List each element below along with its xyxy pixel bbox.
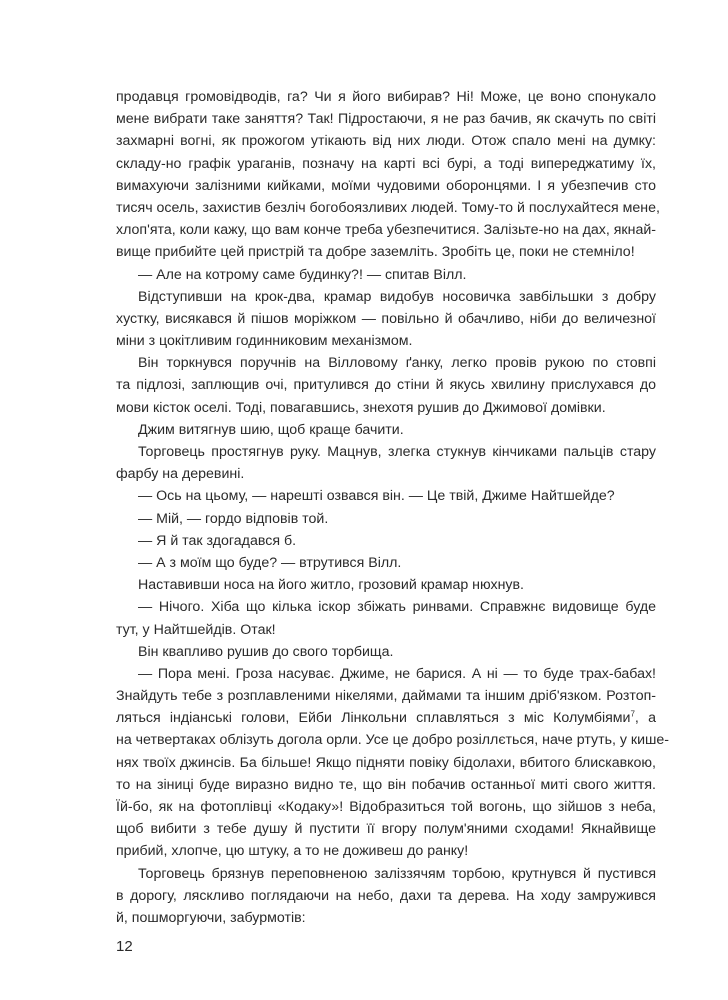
text-line	[116, 352, 656, 374]
text-line-content: — Але на котрому саме будинку?! — спитав Вілл.	[138, 266, 467, 283]
text-line	[116, 308, 656, 330]
text-line-content: вимахуючи залізними кийками, моїми чудовими оборонцями. І я убезпечив сто	[116, 177, 656, 194]
text-line	[116, 175, 656, 197]
text-line-content: Він торкнувся поручнів на Вілловому ґанку, легко провів рукою по стовпі	[138, 355, 656, 372]
text-line-content: — Нічого. Хіба що кілька іскор збіжать ринвами. Справжнє видовище буде	[138, 599, 656, 616]
text-line-content: — Ось на цьому, — нарешті озвався він. — Це твій, Джиме Найтшейде?	[138, 488, 615, 505]
text-line	[116, 796, 656, 818]
text-line	[116, 641, 656, 663]
text-line	[116, 818, 656, 840]
text-line	[116, 197, 660, 219]
text-line-content: тут, у Найтшейдів. Отак!	[116, 621, 276, 638]
text-line-content: прибий, хлопче, цю штуку, а то не доживеш до ранку!	[116, 843, 469, 860]
text-line-content: та підлозі, заплющив очі, притулився до стіни й якусь хвилину прислухався до	[116, 377, 656, 394]
text-line-content: Він квапливо рушив до свого торбища.	[138, 643, 394, 660]
text-line	[116, 374, 656, 396]
text-line	[116, 153, 656, 175]
text-line	[116, 86, 656, 108]
text-line-content: хлоп'ята, коли кажу, що вам конче треба убезпечитися. Залізьте-но на дах, якнай-	[116, 222, 656, 239]
text-line	[116, 508, 656, 530]
body-text	[116, 86, 670, 929]
text-line	[116, 574, 656, 596]
text-line-content: — Мій, — гордо відповів той.	[138, 510, 329, 527]
text-line-content: міни з цокітливим годинниковим механізмом.	[116, 333, 413, 350]
footnote-marker: 7	[630, 709, 635, 719]
text-line-content: мене вибрати таке заняття? Так! Підростаючи, я не раз бачив, як скачуть по світі	[116, 111, 656, 128]
text-line	[116, 752, 656, 774]
text-line	[116, 463, 656, 485]
text-line	[116, 885, 656, 907]
text-line	[116, 619, 656, 641]
text-line-content: складу-но графік ураганів, позначу на карті всі бурі, а тоді випереджатиму їх,	[116, 155, 656, 172]
text-line-content: ляться індіанські голови, Ейби Лінкольни сплавляться з міс Колумбіями	[116, 710, 631, 727]
text-line	[116, 596, 656, 618]
text-line	[116, 863, 656, 885]
text-line-content: на четвертаках облізуть догола орли. Усе це добро розіллється, наче ртуть, у кише-	[116, 732, 670, 749]
text-line-content: щоб вибити з тебе душу й пустити її вгору полум'яними сходами! Якнайвище	[116, 821, 656, 838]
text-line-content: продавця громовідводів, га? Чи я його вибирав? Ні! Може, це воно спонукало	[116, 89, 656, 105]
text-line-content: Торговець простягнув руку. Мацнув, злегка стукнув кінчиками пальців стару	[138, 444, 656, 460]
text-line-content: фарбу на деревині.	[116, 466, 245, 483]
text-line	[116, 485, 656, 507]
page-number: 12	[116, 938, 133, 955]
text-line	[116, 286, 656, 308]
text-line	[116, 729, 670, 751]
text-line-content: в дорогу, ляскливо поглядаючи на небо, дахи та дерева. На ходу замружився	[116, 887, 656, 904]
text-line-content: то на зіниці буде виразно видно те, що він побачив останньої миті свого життя.	[116, 776, 656, 793]
text-line	[116, 241, 656, 263]
text-line	[116, 419, 656, 441]
text-line	[116, 663, 656, 685]
text-line	[116, 530, 656, 552]
text-line	[116, 130, 656, 152]
text-line-content: Їй-бо, як на фотоплівці «Кодаку»! Відобразиться той вогонь, що зійшов з неба,	[116, 799, 656, 815]
text-line	[116, 441, 656, 463]
text-line	[116, 707, 656, 729]
text-line-content: захмарні вогні, як прожогом утікають від них люди. Отож спало мені на думку:	[116, 133, 656, 150]
text-line	[116, 774, 656, 796]
text-line-content: Відступивши на крок-два, крамар видобув носовичка завбільшки з добру	[138, 288, 656, 305]
text-line-content: Торговець брязнув переповненою заліззячям торбою, крутнувся й пустився	[138, 865, 656, 882]
text-line-content: — А з моїм що буде? — втрутився Вілл.	[138, 554, 402, 571]
text-line-content: тисяч осель, захистив безліч богобоязливих людей. Тому-то й послухайтеся мене,	[116, 199, 660, 216]
text-line-content: мови кісток оселі. Тоді, повагавшись, знехотя рушив до Джимової домівки.	[116, 399, 606, 416]
text-line-content: й, пошморгуючи, забурмотів:	[116, 909, 306, 926]
text-line-content: вище прибийте цей пристрій та добре заземліть. Зробіть це, поки не стемніло!	[116, 244, 635, 261]
text-line-content: хустку, висякався й пішов моріжком — повільно й обачливо, ніби до величезної	[116, 310, 656, 327]
text-line	[116, 397, 656, 419]
text-line-content: — Пора мені. Гроза насуває. Джиме, не барися. А ні — то буде трах-бабах!	[138, 665, 656, 682]
text-line-content: Знайдуть тебе з розплавленими нікелями, даймами та іншим дріб'язком. Розтоп-	[116, 688, 656, 705]
text-line	[116, 907, 656, 929]
text-line	[116, 685, 656, 707]
text-line-content: Джим витягнув шию, щоб краще бачити.	[138, 421, 404, 438]
text-line	[116, 840, 656, 862]
text-line-content: Наставивши носа на його житло, грозовий крамар нюхнув.	[138, 577, 524, 594]
text-line	[116, 552, 656, 574]
text-line	[116, 264, 656, 286]
text-line	[116, 330, 656, 352]
text-line	[116, 108, 656, 130]
text-line	[116, 219, 656, 241]
text-line-continuation: , а	[634, 710, 657, 727]
text-line-content: — Я й так здогадався б.	[138, 532, 297, 549]
text-line-content: нях твоїх джинсів. Ба більше! Якщо підняти повіку бідолахи, вбитого блискавкою,	[116, 754, 656, 771]
